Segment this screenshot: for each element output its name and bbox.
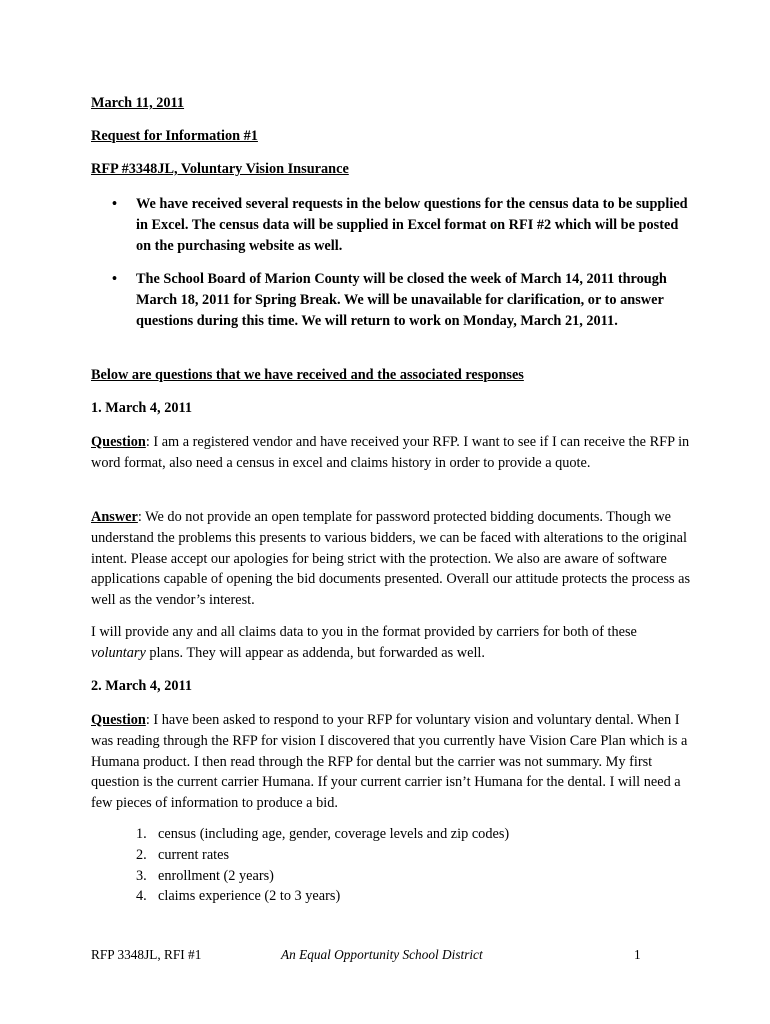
- item-2-heading: 2. March 4, 2011: [91, 678, 192, 694]
- bullet-icon: •: [112, 196, 118, 212]
- question-label: Question: [91, 712, 146, 728]
- notice-bullet-list-2: [91, 269, 691, 331]
- list-item: 3. enrollment (2 years): [136, 867, 274, 884]
- answer-label: Answer: [91, 509, 138, 525]
- notice-bullet-closure: [91, 269, 691, 331]
- notice-bullet-census: [91, 194, 691, 256]
- notice-bullet-list: [91, 194, 691, 256]
- claims-note-italic: voluntary: [91, 644, 146, 661]
- item-2-question: [91, 710, 691, 814]
- item-1-question: [91, 432, 691, 474]
- question-text: : I am a registered vendor and have received your RFP. I want to see if I can receive the RFP in word format, also need a census in excel and claims history in order to provide a quote.: [91, 434, 690, 471]
- item-1-answer: [91, 507, 691, 611]
- list-item: 1. census (including age, gender, coverage levels and zip codes): [136, 826, 510, 842]
- footer-document-id: RFP 3348JL, RFI #1: [91, 947, 202, 962]
- item-1-heading: 1. March 4, 2011: [91, 400, 192, 416]
- bullet-text: The School Board of Marion County will be closed the week of March 14, 2011 through March 18, 2011 for Spring Break. We will be unavailable for clarification, or to answer questions during this time. We will return to work on Monday, March 21, 2011.: [136, 271, 667, 329]
- question-text: : I have been asked to respond to your RFP for voluntary vision and voluntary dental. When I was reading through the RFP for vision I discovered that you currently have Vision Care Plan which is a Humana product. I then read through the RFP for dental but the carrier was not summary. My first question is the current carrier Humana. If your current carrier isn’t Humana for the dental. I will need a few pieces of information to produce a bid.: [91, 712, 688, 812]
- answer-text: : We do not provide an open template for password protected bidding documents. Though we understand the problems this presents to various bidders, we can be faced with alterations to the original intent. Please accept our apologies for being strict with the protection. We also are aware of software applications capable of opening the bid documents presented. Overall our attitude protects the process as well as the vendor’s interest.: [91, 509, 691, 609]
- question-label: Question: [91, 434, 146, 450]
- bullet-icon: •: [112, 271, 118, 287]
- document-date: March 11, 2011: [91, 95, 185, 111]
- rfp-title: RFP #3348JL, Voluntary Vision Insurance: [91, 161, 349, 177]
- claims-note-part2: plans. They will appear as addenda, but forwarded as well.: [145, 644, 485, 661]
- required-info-list: [91, 824, 691, 907]
- footer-page-number: 1: [634, 947, 641, 962]
- item-1-claims-note: [91, 622, 691, 664]
- rfi-title: Request for Information #1: [91, 128, 258, 144]
- list-item: 4. claims experience (2 to 3 years): [136, 888, 341, 905]
- footer-tagline: An Equal Opportunity School District: [281, 947, 483, 962]
- section-heading: Below are questions that we have received and the associated responses: [91, 367, 524, 383]
- list-item: 2. current rates: [136, 846, 230, 863]
- claims-note-part1: I will provide any and all claims data to you in the format provided by carriers for both of these: [91, 624, 637, 640]
- bullet-text: We have received several requests in the below questions for the census data to be supplied in Excel. The census data will be supplied in Excel format on RFI #2 which will be posted on the purchasing website as well.: [136, 196, 688, 254]
